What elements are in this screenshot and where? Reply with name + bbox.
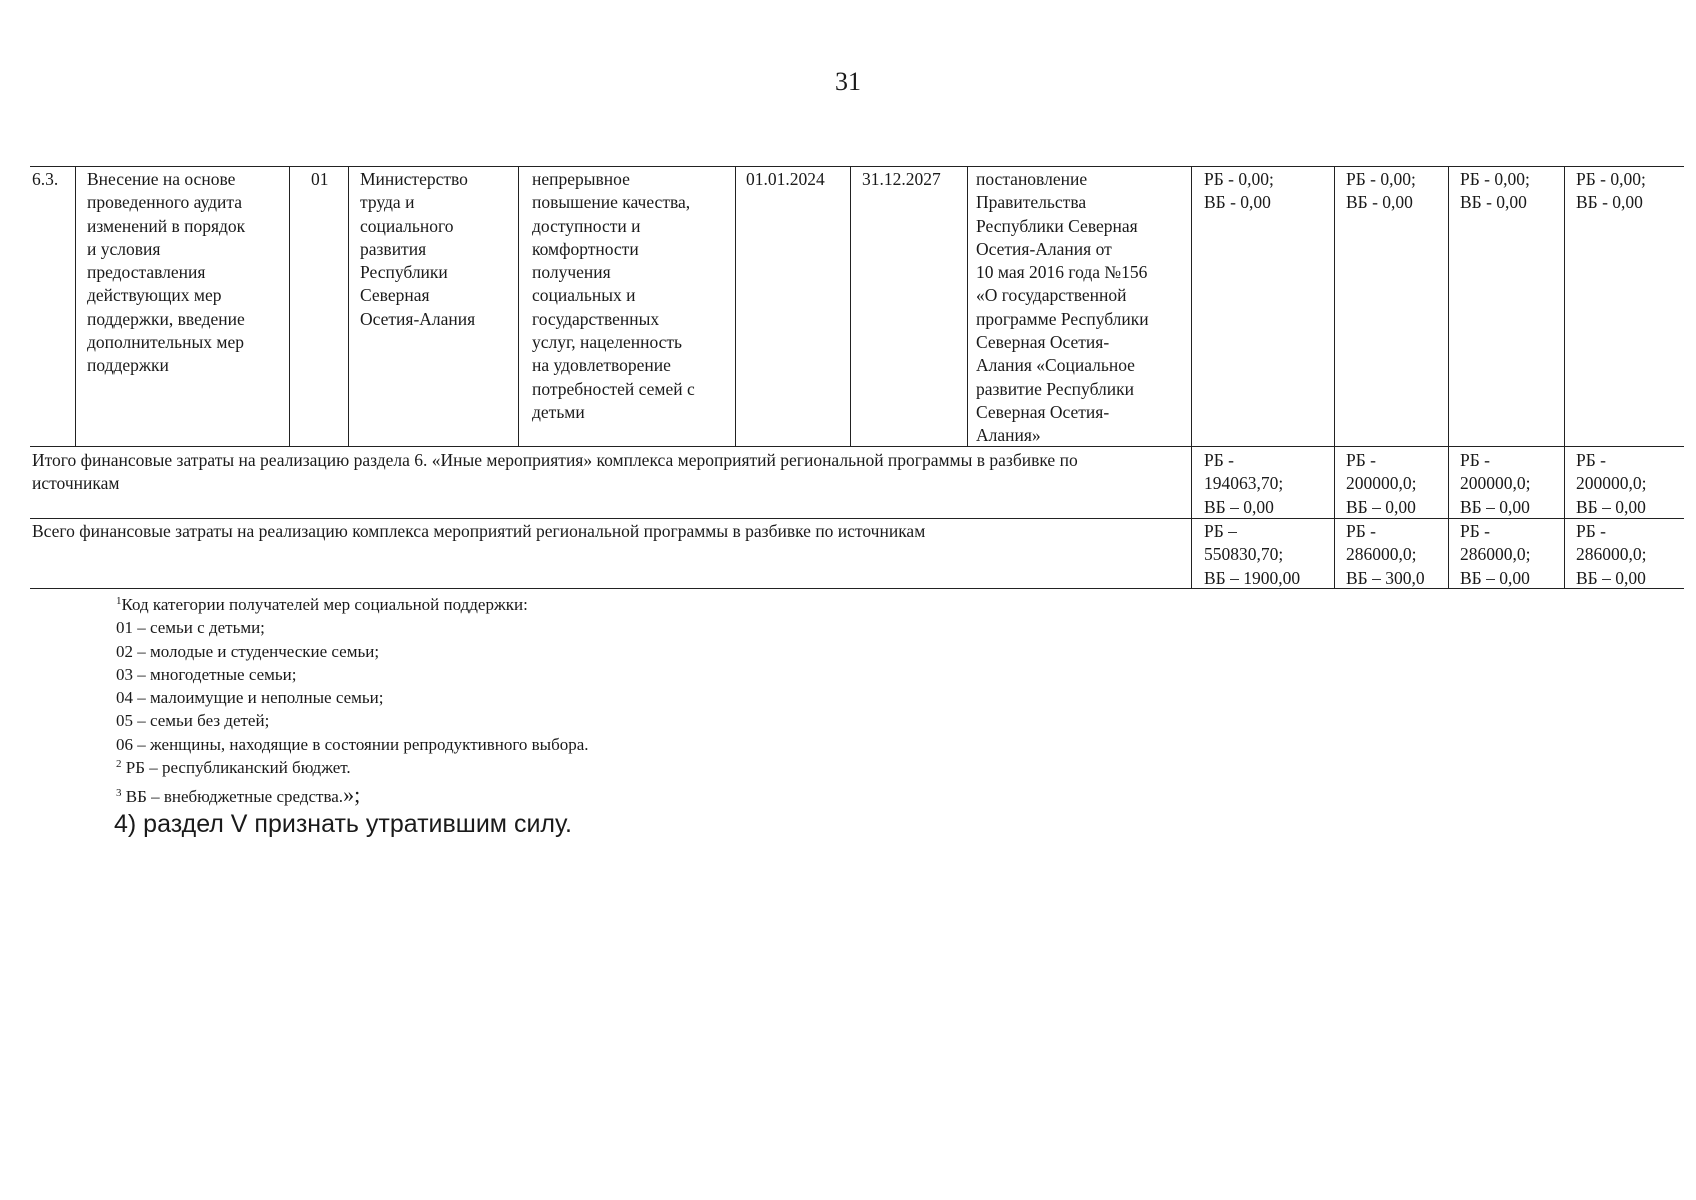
row-number: 6.3. <box>32 169 59 189</box>
table-top-border <box>30 166 1684 167</box>
category-item: 04 – малоимущие и неполные семьи; <box>116 688 384 708</box>
category-item: 02 – молодые и студенческие семьи; <box>116 641 380 661</box>
start-date: 01.01.2024 <box>746 169 825 189</box>
row-separator <box>30 518 1684 519</box>
end-date: 31.12.2027 <box>862 169 941 189</box>
subtotal-label: Итого финансовые затраты на реализацию раздела 6. «Иные мероприятия» комплекса мероприятий региональной программы в разбивке по источникам <box>32 450 1078 494</box>
final-amendment-line: 4) раздел V признать утратившим силу. <box>114 810 572 838</box>
closing-quote: »; <box>343 782 361 808</box>
column-separator <box>1448 166 1449 588</box>
category-item: 06 – женщины, находящие в состоянии репродуктивного выбора. <box>116 734 589 754</box>
subtotal-funding-2024: РБ - 194063,70; ВБ – 0,00 <box>1204 450 1284 517</box>
total-label: Всего финансовые затраты на реализацию комплекса мероприятий региональной программы в разбивке по источникам <box>32 521 926 541</box>
footnote-mark: 1 <box>116 595 122 607</box>
footnote-mark: 3 <box>116 787 122 800</box>
footnote-2 <box>116 756 589 779</box>
column-separator <box>289 166 290 446</box>
column-separator <box>1191 166 1192 588</box>
funding-2025: РБ - 0,00; ВБ - 0,00 <box>1346 169 1416 213</box>
column-separator <box>518 166 519 446</box>
total-funding-2026: РБ - 286000,0; ВБ – 0,00 <box>1460 521 1531 588</box>
subtotal-funding-2025: РБ - 200000,0; ВБ – 0,00 <box>1346 450 1417 517</box>
subtotal-funding-2026: РБ - 200000,0; ВБ – 0,00 <box>1460 450 1531 517</box>
column-separator <box>75 166 76 446</box>
funding-2026: РБ - 0,00; ВБ - 0,00 <box>1460 169 1530 213</box>
table-bottom-border <box>30 588 1684 589</box>
funding-2027: РБ - 0,00; ВБ - 0,00 <box>1576 169 1646 213</box>
category-code: 01 <box>311 169 329 189</box>
column-separator <box>850 166 851 446</box>
footnote-text: ВБ – внебюджетные средства. <box>125 787 344 807</box>
column-separator <box>348 166 349 446</box>
total-funding-2025: РБ - 286000,0; ВБ – 300,0 <box>1346 521 1425 588</box>
footnotes <box>116 593 589 809</box>
footnote-3 <box>116 783 589 808</box>
category-item: 03 – многодетные семьи; <box>116 664 297 684</box>
legal-document: постановление Правительства Республики Северная Осетия-Алания от 10 мая 2016 года №156 «О государственной программе Республики Северная Осетия- Алания «Социальное развитие Республики Северная Осетия- Алания» <box>976 169 1149 446</box>
category-item: 01 – семьи с детьми; <box>116 618 265 638</box>
measures-table <box>30 166 1684 590</box>
column-separator <box>1334 166 1335 588</box>
footnote-1 <box>116 593 589 616</box>
category-item: 05 – семьи без детей; <box>116 711 270 731</box>
responsible-executor: Министерство труда и социального развития Республики Северная Осетия-Алания <box>360 169 476 329</box>
subtotal-funding-2027: РБ - 200000,0; ВБ – 0,00 <box>1576 450 1647 517</box>
funding-2024: РБ - 0,00; ВБ - 0,00 <box>1204 169 1274 213</box>
page-number: 31 <box>835 67 861 96</box>
activity-name: Внесение на основе проведенного аудита изменений в порядок и условия предоставления действующих мер поддержки, введение дополнительных мер поддержки <box>87 169 246 376</box>
column-separator <box>735 166 736 446</box>
footnote-mark: 2 <box>116 758 122 771</box>
footnote-text: Код категории получателей мер социальной поддержки: <box>121 595 528 614</box>
row-separator <box>30 446 1684 447</box>
column-separator <box>1564 166 1565 588</box>
column-separator <box>967 166 968 446</box>
total-funding-2024: РБ – 550830,70; ВБ – 1900,00 <box>1204 521 1301 588</box>
footnote-text: РБ – республиканский бюджет. <box>125 758 351 778</box>
total-funding-2027: РБ - 286000,0; ВБ – 0,00 <box>1576 521 1647 588</box>
expected-result: непрерывное повышение качества, доступности и комфортности получения социальных и государственных услуг, нацеленность на удовлетворение потребностей семей с детьми <box>532 169 695 422</box>
